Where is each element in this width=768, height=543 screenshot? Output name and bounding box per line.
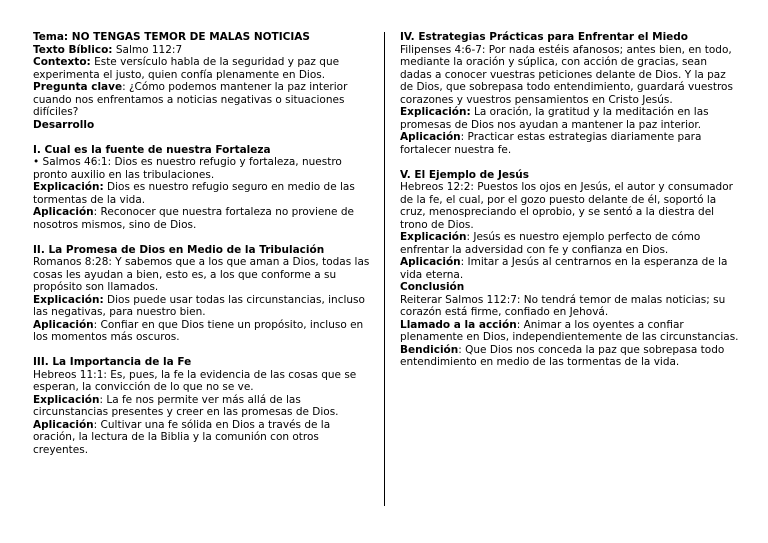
section-4-heading: IV. Estrategias Prácticas para Enfrentar el Miedo	[400, 31, 689, 43]
section-4-verse: Filipenses 4:6-7: Por nada estéis afanosos; antes bien, en todo, mediante la oración y súplica, con acción de gracias, sean dadas a conocer vuestras peticiones delante de Dios. Y la paz de Dios, que sobrepasa todo entendimiento, guardará vuestros corazones y vuestros pensamientos en Cristo Jesús.	[400, 43, 733, 106]
section-3-explicacion: Explicación: La fe nos permite ver más allá de las circunstancias presentes y creer en las promesas de Dios.	[33, 393, 339, 418]
section-3-verse: Hebreos 11:1: Es, pues, la fe la evidencia de las cosas que se esperan, la convicción de lo que no se ve.	[33, 368, 357, 393]
section-2-aplicacion: Aplicación: Confiar en que Dios tiene un propósito, incluso en los momentos más oscuros.	[33, 318, 364, 343]
desarrollo-heading: Desarrollo	[33, 118, 95, 131]
section-3-aplicacion: Aplicación: Cultivar una fe sólida en Dios a través de la oración, la lectura de la Biblia y la comunión con otros creyentes.	[33, 418, 331, 456]
conclusion-heading: Conclusión	[400, 281, 465, 293]
bullet: •	[33, 156, 40, 168]
texto-biblico-line	[33, 44, 371, 57]
right-column	[400, 31, 740, 369]
section-2-explicacion: Explicación: Dios puede usar todas las circunstancias, incluso las negativas, para nuestro bien.	[33, 293, 365, 318]
contexto-text: Este versículo habla de la seguridad y paz que experimenta el justo, quien confía plenamente en Dios.	[33, 56, 340, 81]
texto-biblico-label: Texto Bíblico:	[33, 43, 113, 56]
tema-title: NO TENGAS TEMOR DE MALAS NOTICIAS	[68, 31, 310, 43]
pregunta-line	[33, 81, 371, 119]
left-column	[33, 31, 371, 456]
llamado-line: Llamado a la acción: Animar a los oyentes a confiar plenamente en Dios, independientemente de las circunstancias.	[400, 318, 739, 343]
section-3-heading: III. La Importancia de la Fe	[33, 356, 192, 368]
section-5-verse: Hebreos 12:2: Puestos los ojos en Jesús, el autor y consumador de la fe, el cual, por el gozo puesto delante de él, soportó la cruz, menospreciando el oprobio, y se sentó a la diestra del trono de Dios.	[400, 181, 733, 231]
section-5-heading: V. El Ejemplo de Jesús	[400, 168, 529, 181]
section-1-verse: • Salmos 46:1: Dios es nuestro refugio y fortaleza, nuestro pronto auxilio en las tribulaciones.	[33, 156, 342, 181]
tema-label: Tema:	[33, 31, 69, 43]
conclusion-text: Reiterar Salmos 112:7: No tendrá temor de malas noticias; su corazón está firme, confiado en Jehová.	[400, 293, 726, 318]
tema-line	[33, 31, 371, 44]
texto-biblico-value: Salmo 112:7	[112, 43, 183, 56]
pregunta-text: : ¿Cómo podemos mantener la paz interior cuando nos enfrentamos a noticias negativas o situaciones difíciles?	[33, 81, 348, 118]
section-4-explicacion: Explicación: La oración, la gratitud y la meditación en las promesas de Dios nos ayudan a mantener la paz interior.	[400, 106, 709, 131]
section-1-heading: I. Cual es la fuente de nuestra Fortaleza	[33, 143, 271, 156]
section-2-heading: II. La Promesa de Dios en Medio de la Tribulación	[33, 243, 325, 256]
contexto-label: Contexto:	[33, 56, 91, 68]
contexto-line	[33, 56, 371, 81]
section-5-aplicacion: Aplicación: Imitar a Jesús al centrarnos en la esperanza de la vida eterna.	[400, 256, 728, 281]
section-5-explicacion: Explicación: Jesús es nuestro ejemplo perfecto de cómo enfrentar la adversidad con fe y confianza en Dios.	[400, 231, 701, 256]
pregunta-label: Pregunta clave	[33, 81, 123, 93]
section-1-aplicacion: Aplicación: Reconocer que nuestra fortaleza no proviene de nosotros mismos, sino de Dios.	[33, 206, 354, 231]
section-4-aplicacion: Aplicación: Practicar estas estrategias diariamente para fortalecer nuestra fe.	[400, 131, 702, 156]
section-2-verse: Romanos 8:28: Y sabemos que a los que aman a Dios, todas las cosas les ayudan a bien, esto es, a los que conforme a su propósito son llamados.	[33, 256, 370, 293]
column-divider	[384, 32, 385, 506]
section-1-explicacion: Explicación: Dios es nuestro refugio seguro en medio de las tormentas de la vida.	[33, 181, 355, 206]
bendicion-line: Bendición: Que Dios nos conceda la paz que sobrepasa todo entendimiento en medio de las tormentas de la vida.	[400, 343, 725, 368]
